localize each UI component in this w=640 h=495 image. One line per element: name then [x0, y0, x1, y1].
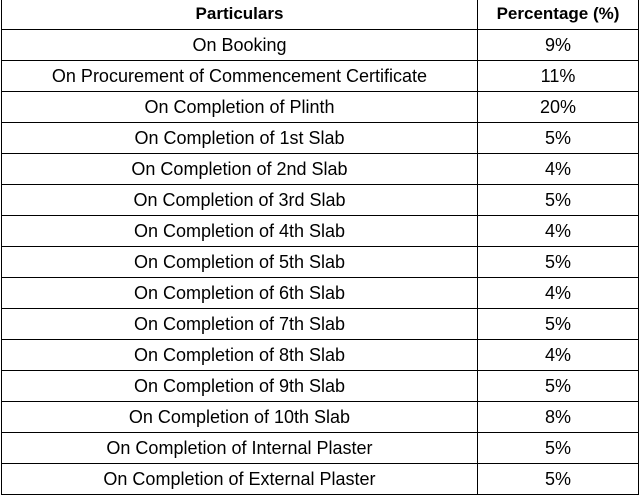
percentage-cell: 5% [478, 433, 639, 464]
percentage-cell: 4% [478, 216, 639, 247]
percentage-cell: 4% [478, 154, 639, 185]
particulars-cell: On Completion of 8th Slab [2, 340, 478, 371]
column-header-particulars: Particulars [2, 0, 478, 30]
table-row [2, 433, 639, 464]
percentage-cell: 8% [478, 402, 639, 433]
particulars-cell: On Completion of 2nd Slab [2, 154, 478, 185]
table-row [2, 464, 639, 495]
table-row [2, 30, 639, 61]
table-row [2, 61, 639, 92]
percentage-cell: 4% [478, 278, 639, 309]
particulars-cell: On Procurement of Commencement Certificate [2, 61, 478, 92]
percentage-cell: 5% [478, 185, 639, 216]
table-row [2, 278, 639, 309]
particulars-cell: On Completion of 9th Slab [2, 371, 478, 402]
table-row [2, 216, 639, 247]
percentage-cell: 5% [478, 123, 639, 154]
table-row [2, 185, 639, 216]
table-row [2, 247, 639, 278]
percentage-cell: 5% [478, 247, 639, 278]
table-row [2, 402, 639, 433]
table-row [2, 309, 639, 340]
payment-schedule-table [1, 0, 639, 495]
percentage-cell: 5% [478, 309, 639, 340]
table-row [2, 154, 639, 185]
percentage-cell: 5% [478, 464, 639, 495]
percentage-cell: 5% [478, 371, 639, 402]
percentage-cell: 4% [478, 340, 639, 371]
table-header-row [2, 0, 639, 30]
table-row [2, 123, 639, 154]
percentage-cell: 20% [478, 92, 639, 123]
particulars-cell: On Booking [2, 30, 478, 61]
particulars-cell: On Completion of External Plaster [2, 464, 478, 495]
table-row [2, 340, 639, 371]
percentage-cell: 9% [478, 30, 639, 61]
table-row [2, 92, 639, 123]
particulars-cell: On Completion of 5th Slab [2, 247, 478, 278]
particulars-cell: On Completion of 6th Slab [2, 278, 478, 309]
particulars-cell: On Completion of 7th Slab [2, 309, 478, 340]
table-row [2, 371, 639, 402]
particulars-cell: On Completion of 1st Slab [2, 123, 478, 154]
particulars-cell: On Completion of 4th Slab [2, 216, 478, 247]
percentage-cell: 11% [478, 61, 639, 92]
particulars-cell: On Completion of Plinth [2, 92, 478, 123]
particulars-cell: On Completion of Internal Plaster [2, 433, 478, 464]
column-header-percentage: Percentage (%) [478, 0, 639, 30]
particulars-cell: On Completion of 10th Slab [2, 402, 478, 433]
particulars-cell: On Completion of 3rd Slab [2, 185, 478, 216]
